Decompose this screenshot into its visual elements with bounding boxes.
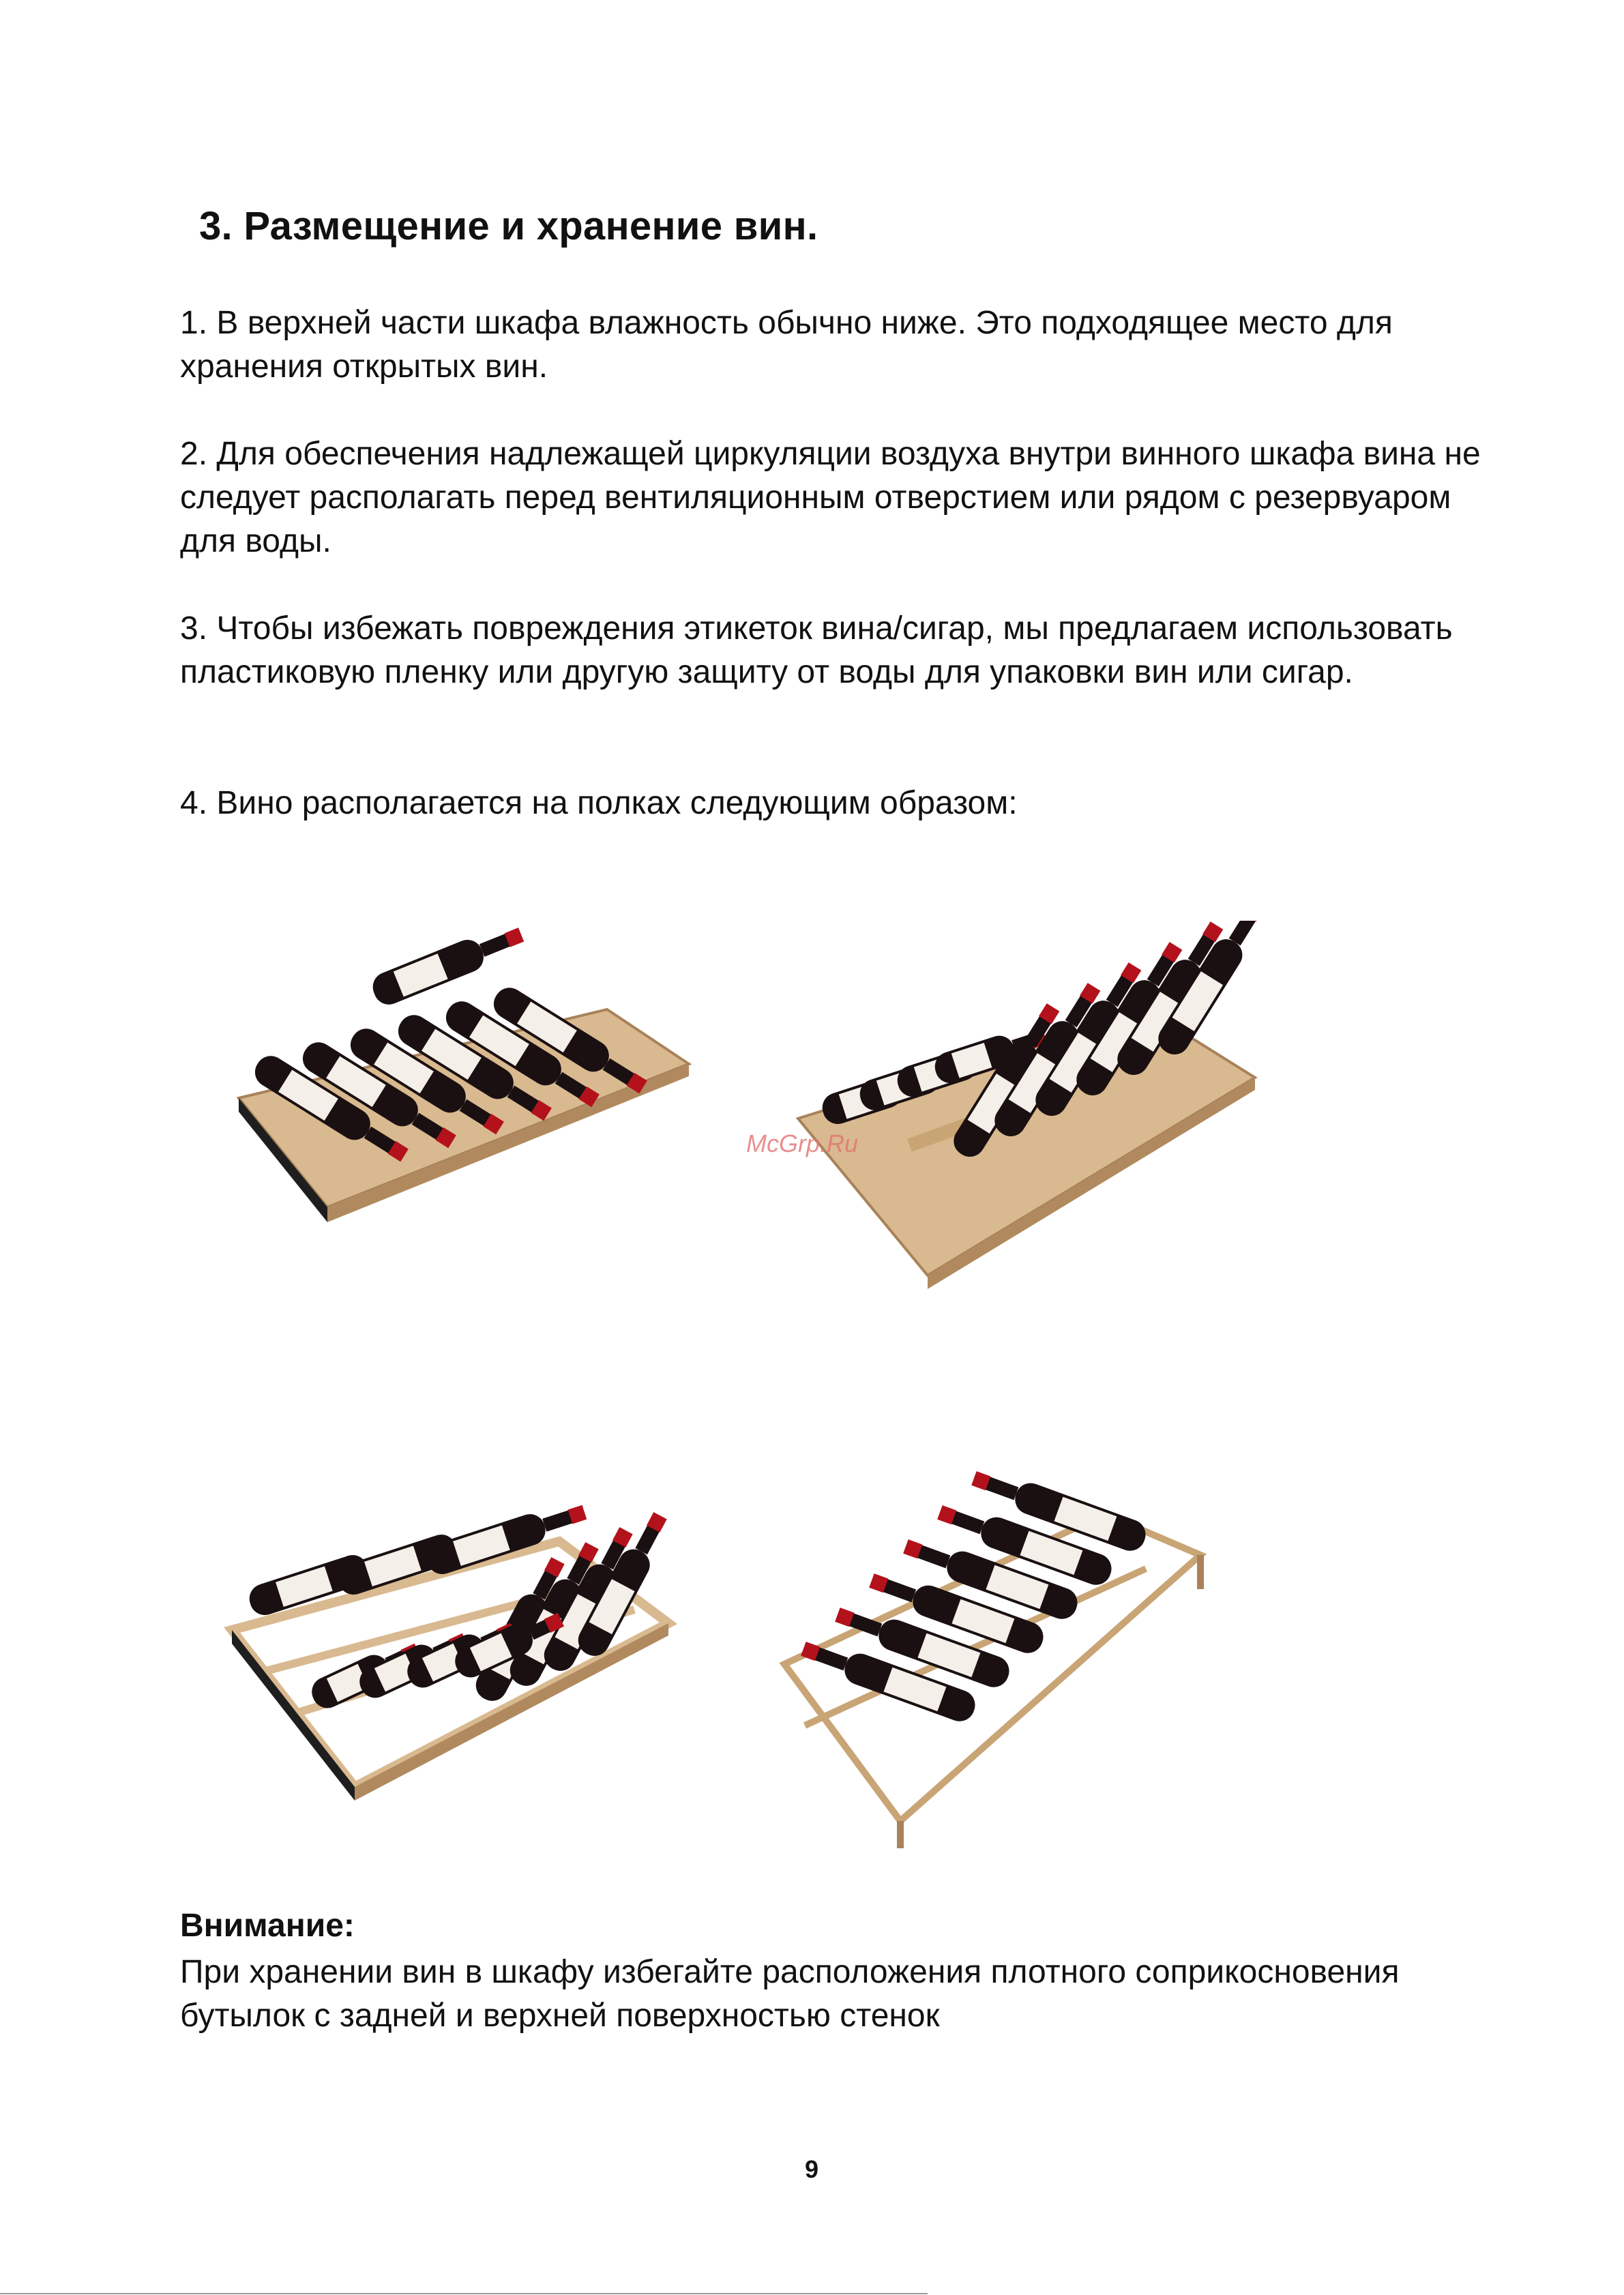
wine-shelf-image-4 [764, 1439, 1241, 1862]
wine-shelf-image-3 [218, 1466, 696, 1848]
page-bottom-rule [0, 2293, 928, 2294]
wine-shelf-image-1 [225, 907, 703, 1289]
wine-shelf-image-2 [791, 921, 1269, 1303]
attention-text: При хранении вин в шкафу избегайте расположения плотного соприкосновения бутылок с задней и верхней поверхностью стенок [180, 1954, 1400, 2034]
paragraph-1: 1. В верхней части шкафа влажность обычно ниже. Это подходящее место для хранения открытых вин. [180, 305, 1393, 385]
page-number: 9 [805, 2155, 819, 2183]
paragraph-3: 3. Чтобы избежать повреждения этикеток вина/сигар, мы предлагаем использовать пластиковую пленку или другую защиту от воды для упаковки вин или сигар. [180, 610, 1453, 690]
paragraph-4: 4. Вино располагается на полках следующим образом: [180, 785, 1018, 821]
paragraph-2: 2. Для обеспечения надлежащей циркуляции воздуха внутри винного шкафа вина не следует располагать перед вентиляционным отверстием или рядом с резервуаром для воды. [180, 436, 1481, 559]
attention-title: Внимание: [180, 1908, 355, 1944]
watermark: McGrp.Ru [746, 1129, 859, 1157]
section-heading: 3. Размещение и хранение вин. [199, 204, 818, 248]
